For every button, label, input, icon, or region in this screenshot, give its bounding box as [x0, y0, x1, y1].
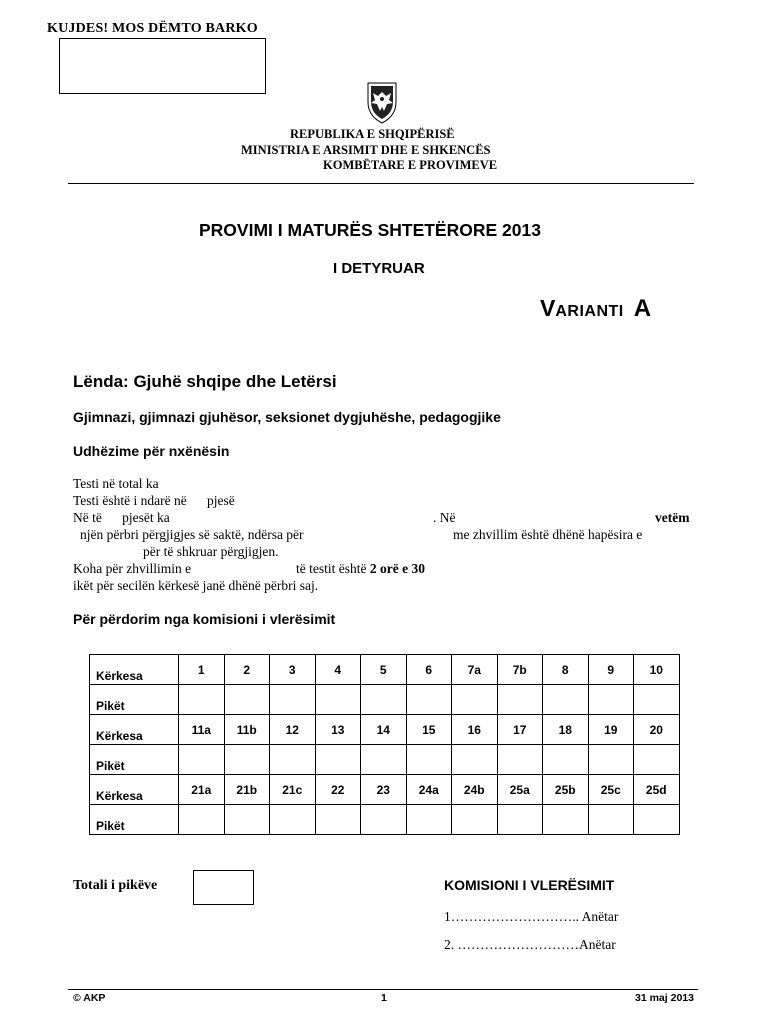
points-entry-cell[interactable]: [588, 745, 634, 775]
points-entry-cell[interactable]: [270, 745, 316, 775]
footer-copyright: © AKP: [73, 992, 106, 1004]
request-number-cell: 2: [224, 655, 270, 685]
instruction-line-6b: [296, 561, 425, 577]
request-label: Kërkesa: [90, 775, 179, 805]
request-number-cell: 21b: [224, 775, 270, 805]
points-entry-cell[interactable]: [270, 805, 316, 835]
points-entry-cell[interactable]: [543, 805, 589, 835]
footer-date: 31 maj 2013: [635, 992, 694, 1004]
request-number-cell: 22: [315, 775, 361, 805]
request-number-cell: 1: [179, 655, 225, 685]
request-number-cell: 15: [406, 715, 452, 745]
instruction-line-3b: . Në: [433, 510, 456, 525]
points-entry-cell[interactable]: [406, 745, 452, 775]
points-entry-cell[interactable]: [361, 745, 407, 775]
duration-prefix: të testit është: [296, 561, 370, 576]
points-row: [90, 805, 680, 835]
points-entry-cell[interactable]: [497, 685, 543, 715]
points-entry-cell[interactable]: [315, 745, 361, 775]
request-number-cell: 14: [361, 715, 407, 745]
points-label: Pikët: [90, 685, 179, 715]
request-number-cell: 11b: [224, 715, 270, 745]
instruction-line-4a: njën përbri përgjigjes së saktë, ndërsa për: [80, 527, 304, 542]
total-points-box[interactable]: [193, 870, 254, 905]
institution-agency: KOMBËTARE E PROVIMEVE: [323, 158, 498, 172]
request-number-cell: 5: [361, 655, 407, 685]
points-entry-cell[interactable]: [315, 685, 361, 715]
variant-label: [540, 295, 651, 323]
request-number-cell: 25a: [497, 775, 543, 805]
request-number-cell: 4: [315, 655, 361, 685]
institution-republic: REPUBLIKA E SHQIPËRISË: [290, 127, 455, 141]
request-number-cell: 7a: [452, 655, 498, 685]
points-entry-cell[interactable]: [497, 745, 543, 775]
points-entry-cell[interactable]: [543, 745, 589, 775]
request-row: [90, 775, 680, 805]
request-number-cell: 11a: [179, 715, 225, 745]
request-number-cell: 10: [634, 655, 680, 685]
variant-word: ARIANTI: [555, 303, 624, 320]
points-entry-cell[interactable]: [543, 685, 589, 715]
request-number-cell: 25c: [588, 775, 634, 805]
committee-member-1: 1……………………….. Anëtar: [444, 909, 619, 924]
exam-title: PROVIMI I MATURËS SHTETËRORE 2013: [199, 220, 541, 240]
points-entry-cell[interactable]: [406, 685, 452, 715]
points-label: Pikët: [90, 745, 179, 775]
points-entry-cell[interactable]: [224, 805, 270, 835]
header-divider: [68, 183, 694, 184]
points-label: Pikët: [90, 805, 179, 835]
request-number-cell: 12: [270, 715, 316, 745]
points-entry-cell[interactable]: [406, 805, 452, 835]
instruction-line-4b: me zhvillim është dhënë hapësira e: [453, 527, 643, 542]
request-number-cell: 21a: [179, 775, 225, 805]
instruction-line-2: Testi është i ndarë në pjesë: [73, 493, 235, 508]
variant-initial: V: [540, 295, 556, 321]
instruction-line-3c: vetëm: [655, 510, 690, 525]
points-entry-cell[interactable]: [497, 805, 543, 835]
request-number-cell: 3: [270, 655, 316, 685]
institution-ministry: MINISTRIA E ARSIMIT DHE E SHKENCËS: [241, 143, 491, 157]
request-number-cell: 8: [543, 655, 589, 685]
student-guide-heading: Udhëzime për nxënësin: [73, 443, 230, 459]
points-entry-cell[interactable]: [634, 805, 680, 835]
footer-divider: [68, 989, 698, 990]
warning-header: KUJDES! MOS DËMTO BARKO: [47, 21, 258, 36]
points-entry-cell[interactable]: [588, 805, 634, 835]
instruction-line-6a: Koha për zhvillimin e: [73, 561, 192, 576]
points-entry-cell[interactable]: [361, 685, 407, 715]
request-number-cell: 13: [315, 715, 361, 745]
request-row: [90, 655, 680, 685]
request-number-cell: 20: [634, 715, 680, 745]
points-row: [90, 745, 680, 775]
request-number-cell: 7b: [497, 655, 543, 685]
request-number-cell: 21c: [270, 775, 316, 805]
exam-subtitle: I DETYRUAR: [333, 260, 425, 277]
duration-value: 2 orë e 30: [369, 561, 425, 576]
points-entry-cell[interactable]: [179, 805, 225, 835]
request-number-cell: 17: [497, 715, 543, 745]
schools-line: Gjimnazi, gjimnazi gjuhësor, seksionet dygjuhëshe, pedagogjike: [73, 409, 501, 425]
points-entry-cell[interactable]: [361, 805, 407, 835]
points-entry-cell[interactable]: [270, 685, 316, 715]
request-number-cell: 24a: [406, 775, 452, 805]
points-entry-cell[interactable]: [452, 745, 498, 775]
points-entry-cell[interactable]: [634, 685, 680, 715]
points-entry-cell[interactable]: [224, 745, 270, 775]
points-entry-cell[interactable]: [224, 685, 270, 715]
request-row: [90, 715, 680, 745]
request-number-cell: 18: [543, 715, 589, 745]
points-entry-cell[interactable]: [179, 745, 225, 775]
points-entry-cell[interactable]: [452, 685, 498, 715]
request-number-cell: 25d: [634, 775, 680, 805]
request-label: Kërkesa: [90, 715, 179, 745]
points-entry-cell[interactable]: [452, 805, 498, 835]
request-number-cell: 24b: [452, 775, 498, 805]
total-points-label: Totali i pikëve: [73, 878, 158, 893]
request-number-cell: 23: [361, 775, 407, 805]
points-entry-cell[interactable]: [315, 805, 361, 835]
subject-title: Lënda: Gjuhë shqipe dhe Letërsi: [73, 372, 337, 391]
instruction-line-5: për të shkruar përgjigjen.: [143, 544, 279, 559]
evaluation-committee-heading: KOMISIONI I VLERËSIMIT: [444, 877, 615, 893]
request-label: Kërkesa: [90, 655, 179, 685]
instruction-line-7: ikët për secilën kërkesë janë dhënë përbri saj.: [73, 578, 319, 593]
request-number-cell: 25b: [543, 775, 589, 805]
committee-member-2: 2. ………………………Anëtar: [444, 937, 616, 952]
request-number-cell: 9: [588, 655, 634, 685]
request-number-cell: 6: [406, 655, 452, 685]
points-row: [90, 685, 680, 715]
score-table: [89, 654, 680, 835]
points-entry-cell[interactable]: [179, 685, 225, 715]
footer-page-number: 1: [381, 992, 387, 1004]
request-number-cell: 16: [452, 715, 498, 745]
request-number-cell: 19: [588, 715, 634, 745]
variant-letter: A: [633, 295, 652, 322]
albanian-eagle-emblem-icon: [360, 80, 404, 126]
instruction-line-3a: Në të pjesët ka: [73, 510, 170, 525]
student-id-box[interactable]: [59, 38, 266, 94]
points-entry-cell[interactable]: [588, 685, 634, 715]
instruction-line-1: Testi në total ka: [73, 476, 159, 491]
commission-use-heading: Për përdorim nga komisioni i vlerësimit: [73, 611, 336, 627]
points-entry-cell[interactable]: [634, 745, 680, 775]
